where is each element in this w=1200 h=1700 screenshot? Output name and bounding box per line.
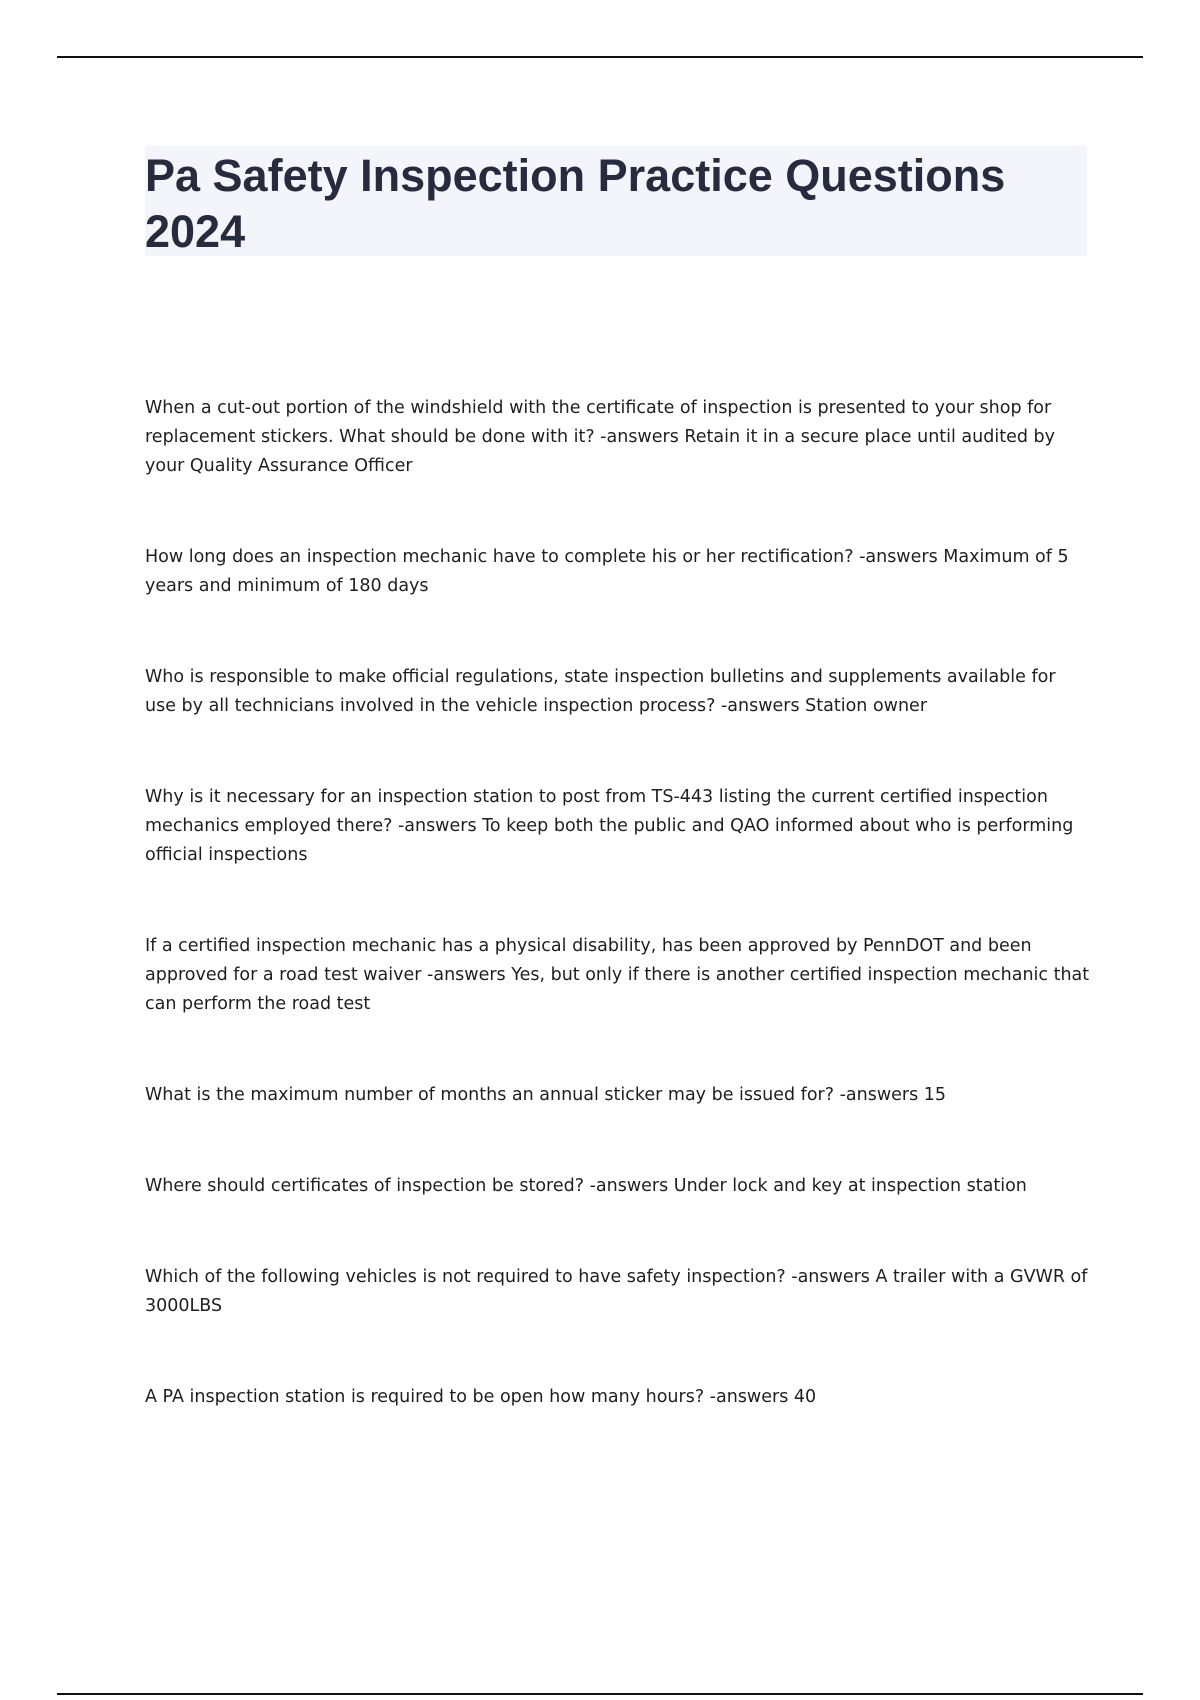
document-title: Pa Safety Inspection Practice Questions 2024	[145, 150, 1006, 257]
bottom-divider	[57, 1693, 1143, 1695]
question-item-8: Which of the following vehicles is not required to have safety inspection? -answers A trailer with a GVWR of 3000LBS	[145, 1267, 1088, 1316]
top-divider	[57, 56, 1143, 58]
question-item-2: How long does an inspection mechanic have to complete his or her rectification? -answers Maximum of 5 years and minimum of 180 days	[145, 547, 1069, 596]
question-item-5: If a certified inspection mechanic has a physical disability, has been approved by PennDOT and been approved for a road test waiver -answers Yes, but only if there is another certified inspection mechanic that can perform the road test	[145, 936, 1090, 1014]
question-item-6: What is the maximum number of months an annual sticker may be issued for? -answers 15	[145, 1085, 947, 1105]
question-item-3: Who is responsible to make official regulations, state inspection bulletins and supplements available for use by all technicians involved in the vehicle inspection process? -answers Station owner	[145, 667, 1056, 716]
question-item-9: A PA inspection station is required to be open how many hours? -answers 40	[145, 1387, 817, 1407]
title-banner	[145, 146, 1087, 256]
question-list	[145, 394, 1090, 1412]
question-item-1: When a cut-out portion of the windshield with the certificate of inspection is presented to your shop for replacement stickers. What should be done with it? -answers Retain it in a secure place until audited by your Quality Assurance Officer	[145, 398, 1055, 476]
question-item-4: Why is it necessary for an inspection station to post from TS-443 listing the current certified inspection mechanics employed there? -answers To keep both the public and QAO informed about who is performing official inspections	[145, 787, 1074, 865]
question-item-7: Where should certificates of inspection be stored? -answers Under lock and key at inspection station	[145, 1176, 1027, 1196]
